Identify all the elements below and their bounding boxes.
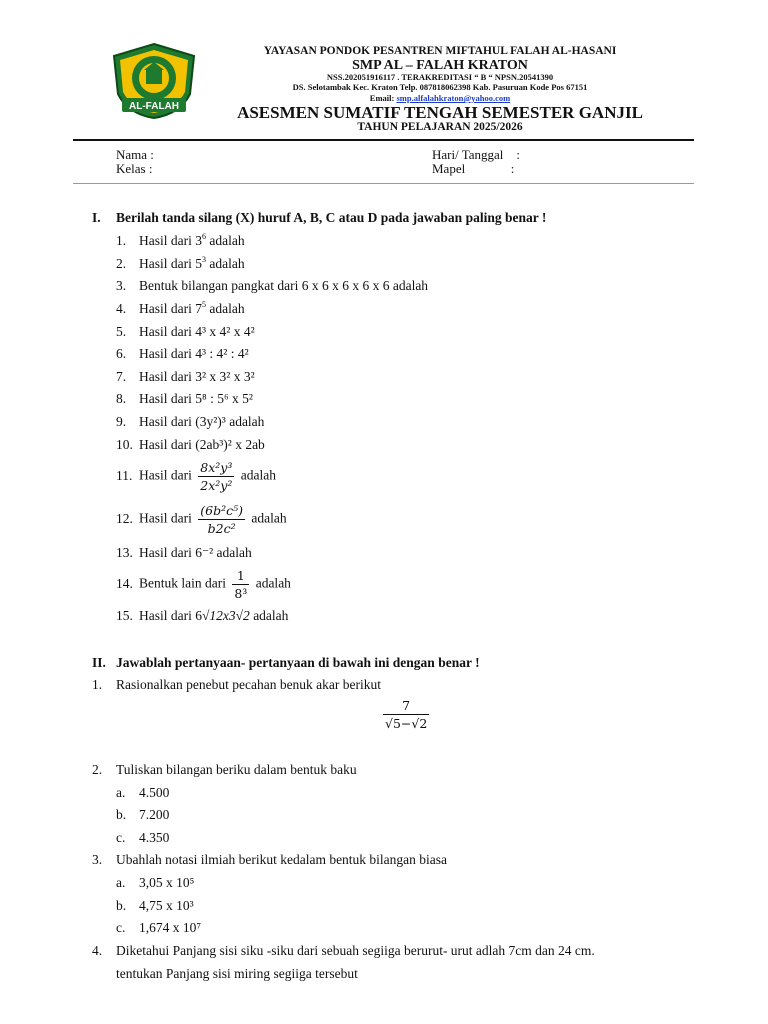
- day-label: Hari/ Tanggal :: [432, 147, 521, 162]
- school-logo: [110, 42, 198, 120]
- exam-title: ASESMEN SUMATIF TENGAH SEMESTER GANJIL: [237, 103, 643, 122]
- root-expression-15: √12x3√2: [202, 608, 250, 623]
- section-1-number: I.: [92, 210, 101, 225]
- header-divider: [73, 139, 694, 141]
- question-5: 5. Hasil dari 4³ x 4² x 4²: [116, 324, 255, 339]
- school-name: SMP AL – FALAH KRATON: [352, 58, 528, 73]
- question-6: 6. Hasil dari 4³ : 4² : 4²: [116, 346, 249, 361]
- school-nss: NSS.202051916117 . TERAKREDITASI “ B “ NPSN.20541390: [326, 72, 554, 82]
- section-1-heading: [92, 210, 546, 226]
- question-7: 7. Hasil dari 3² x 3² x 3²: [116, 369, 255, 384]
- fraction-11: $\frac{\text{8x²y³}}{\text{2x²y²}}$: [200, 460, 233, 493]
- essay-question-3: 3. Ubahlah notasi ilmiah berikut kedalam bentuk bilangan biasa: [92, 852, 448, 867]
- section-2-heading: [92, 655, 480, 671]
- essay-3-option-c: c. 1,674 x 10⁷: [116, 920, 202, 935]
- logo-text: AL-FALAH: [129, 101, 179, 112]
- question-13: 13. Hasil dari 6⁻² adalah: [116, 545, 252, 560]
- question-14: 14. Bentuk lain dari $\frac{1}{\text{8³}}$ adalah: [116, 568, 291, 601]
- essay-2-option-c: c. 4.350: [116, 830, 170, 845]
- essay-question-2: 2. Tuliskan bilangan beriku dalam bentuk baku: [92, 762, 357, 777]
- essay-3-option-b: b. 4,75 x 10³: [116, 898, 194, 913]
- essay-2-option-b: b. 7.200: [116, 807, 170, 822]
- question-12: 12. Hasil dari $\frac{\text{(6b²c⁵)}}{\text{b2c²}}$ adalah: [116, 503, 287, 536]
- name-label: Nama :: [116, 147, 154, 162]
- school-address: DS. Selotambak Kec. Kraton Telp. 087818062398 Kab. Pasuruan Kode Pos 67151: [292, 82, 588, 92]
- section-2-number: II.: [92, 655, 106, 670]
- section-1-instruction: Berilah tanda silang (X) huruf A, B, C atau D pada jawaban paling benar !: [116, 210, 547, 225]
- foundation-name: YAYASAN PONDOK PESANTREN MIFTAHUL FALAH AL-HASANI: [263, 45, 617, 57]
- fraction-14: $\frac{1}{\text{8³}}$: [234, 568, 248, 601]
- essay-question-4-line2: tentukan Panjang sisi miring segiiga tersebut: [116, 966, 358, 981]
- essay-question-1: 1. Rasionalkan penebut pecahan benuk akar berikut: [92, 677, 382, 692]
- question-8: 8. Hasil dari 5⁸ : 5⁶ x 5²: [116, 391, 253, 406]
- question-1: 1. Hasil dari $3^6$ adalah: [116, 232, 245, 248]
- school-email-line: [230, 93, 650, 103]
- subject-label: Mapel :: [432, 161, 515, 176]
- academic-year: TAHUN PELAJARAN 2025/2026: [357, 121, 523, 133]
- fraction-12: $\frac{\text{(6b²c⁵)}}{\text{b2c²}}$: [200, 503, 243, 536]
- question-15: 15. Hasil dari 6√12x3√2 adalah: [116, 608, 289, 623]
- info-divider: [73, 183, 694, 184]
- question-2: 2. Hasil dari $5^3$ adalah: [116, 255, 245, 271]
- question-3: 3. Bentuk bilangan pangkat dari 6 x 6 x 6 x 6 x 6 adalah: [116, 278, 429, 293]
- class-label: Kelas :: [116, 161, 153, 176]
- essay-2-option-a: a. 4.500: [116, 785, 170, 800]
- email-link[interactable]: smp.alfalahkraton@yahoo.com: [396, 93, 511, 103]
- email-label: Email:: [369, 93, 397, 103]
- question-11: 11. Hasil dari $\frac{\text{8x²y³}}{\text{2x²y²}}$ adalah: [116, 460, 276, 493]
- question-4: 4. Hasil dari $7^5$ adalah: [116, 300, 245, 316]
- essay-question-4: 4. Diketahui Panjang sisi siku -siku dari sebuah segiiga berurut- urut adlah 7cm dan 24 cm.: [92, 943, 595, 958]
- essay-3-option-a: a. 3,05 x 10⁵: [116, 875, 195, 890]
- essay-1-fraction: $\frac{7}{√5-√2}$: [385, 698, 428, 731]
- question-9: 9. Hasil dari (3y²)³ adalah: [116, 414, 265, 429]
- section-2-instruction: Jawablah pertanyaan- pertanyaan di bawah ini dengan benar !: [116, 655, 480, 670]
- question-10: 10. Hasil dari (2ab³)² x 2ab: [116, 437, 265, 452]
